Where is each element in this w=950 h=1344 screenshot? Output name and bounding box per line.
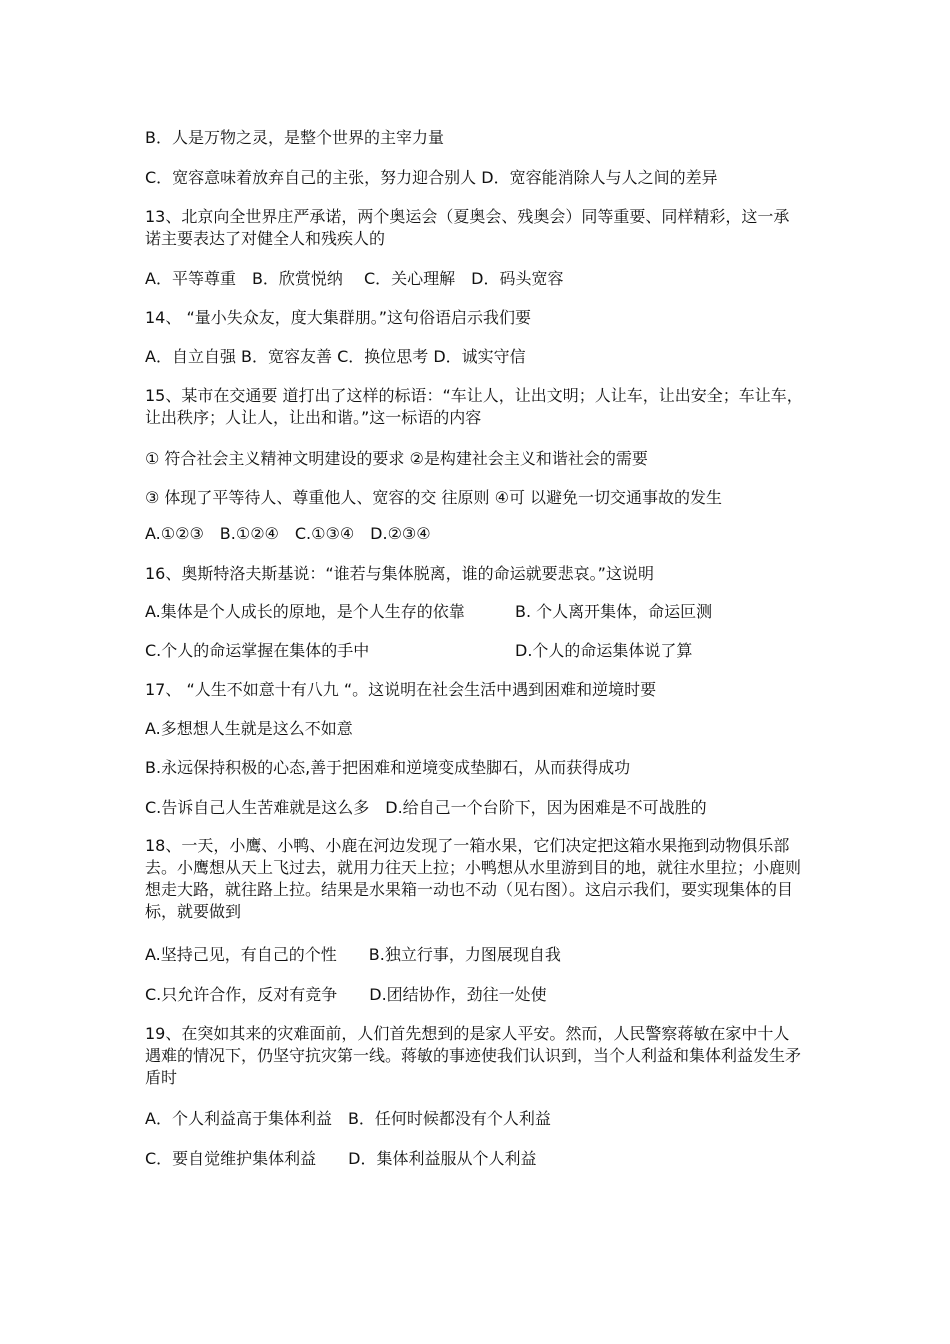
question-18-options-cd: C.只允许合作，反对有竞争 D.团结协作，劲往一处使	[145, 985, 547, 1004]
question-14: 14、 “量小失众友，度大集群朋。”这句俗语启示我们要	[145, 308, 532, 327]
question-13-options: A．平等尊重 B．欣赏悦纳 C．关心理解 D．码头宽容	[145, 269, 564, 288]
question-15-statement-2: ③ 体现了平等待人、尊重他人、宽容的交 往原则 ④可 以避免一切交通事故的发生	[145, 488, 723, 507]
question-19-options-cd: C．要自觉维护集体利益 D．集体利益服从个人利益	[145, 1149, 537, 1168]
option-line: B．人是万物之灵，是整个世界的主宰力量	[145, 128, 444, 147]
question-19: 19、在突如其来的灾难面前，人们首先想到的是家人平安。然而，人民警察蒋敏在家中十人遇难的情况下，仍坚守抗灾第一线。蒋敏的事迹使我们认识到，当个人利益和集体利益发生矛盾时	[145, 1024, 802, 1087]
question-15-statement-1: ① 符合社会主义精神文明建设的要求 ②是构建社会主义和谐社会的需要	[145, 449, 648, 468]
option-a: A.集体是个人成长的原地，是个人生存的依靠	[145, 602, 465, 621]
question-13: 13、北京向全世界庄严承诺，两个奥运会（夏奥会、残奥会）同等重要、同样精彩，这一承诺主要表达了对健全人和残疾人的	[145, 207, 790, 248]
question-15: 15、某市在交通要 道打出了这样的标语：“车让人，让出文明；人让车，让出安全；车让车，让出秩序；人让人，让出和谐。”这一标语的内容	[145, 386, 803, 427]
question-19-options-ab: A．个人利益高于集体利益 B．任何时候都没有个人利益	[145, 1109, 551, 1128]
question-14-options: A．自立自强 B．宽容友善 C．换位思考 D．诚实守信	[145, 347, 526, 366]
question-17-option-a: A.多想想人生就是这么不如意	[145, 719, 353, 738]
question-18-options-ab: A.坚持己见，有自己的个性 B.独立行事，力图展现自我	[145, 945, 561, 964]
question-18: 18、一天，小鹰、小鸭、小鹿在河边发现了一箱水果，它们决定把这箱水果拖到动物俱乐部去。小鹰想从天上飞过去，就用力往天上拉；小鸭想从水里游到目的地，就往水里拉；小鹿则想走大路，就往路上拉。结果是水果箱一动也不动（见右图）。这启示我们，要实现集体的目标，就要做到	[145, 836, 802, 921]
question-17-options-cd: C.告诉自己人生苦难就是这么多 D.给自己一个台阶下，因为困难是不可战胜的	[145, 798, 707, 817]
question-16: 16、奥斯特洛夫斯基说：“谁若与集体脱离，谁的命运就要悲哀。”这说明	[145, 564, 654, 583]
question-16-options-cd	[145, 640, 815, 662]
question-17-option-b: B.永远保持积极的心态,善于把困难和逆境变成垫脚石，从而获得成功	[145, 758, 631, 777]
option-c: C.个人的命运掌握在集体的手中	[145, 641, 370, 660]
option-d: D.个人的命运集体说了算	[515, 641, 693, 660]
option-line: C．宽容意味着放弃自己的主张，努力迎合别人 D．宽容能消除人与人之间的差异	[145, 168, 718, 187]
question-17: 17、 “人生不如意十有八九 “。这说明在社会生活中遇到困难和逆境时要	[145, 680, 657, 699]
option-b: B. 个人离开集体，命运叵测	[515, 602, 713, 621]
question-16-options-ab	[145, 601, 815, 623]
question-15-options: A.①②③ B.①②④ C.①③④ D.②③④	[145, 524, 431, 543]
